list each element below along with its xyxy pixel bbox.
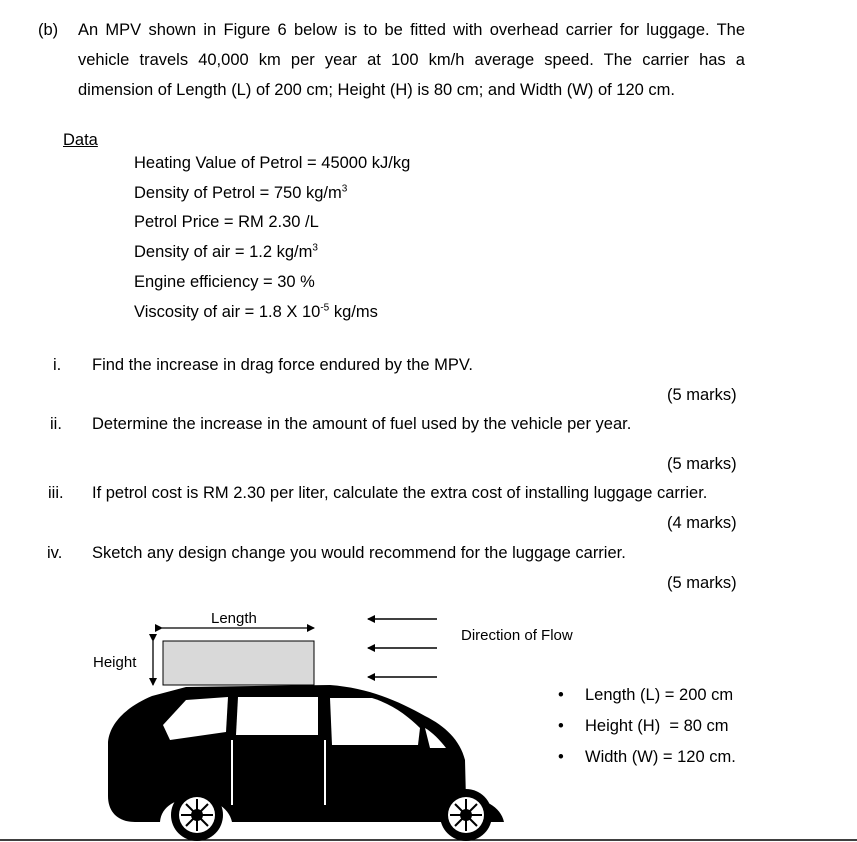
bullet-icon: • bbox=[558, 748, 564, 766]
intro-line-3: dimension of Length (L) of 200 cm; Height (H) is 80 cm; and Width (W) of 120 cm. bbox=[78, 81, 675, 99]
subq-3-text: If petrol cost is RM 2.30 per liter, calculate the extra cost of installing luggage carrier. bbox=[92, 484, 708, 502]
spec-length-text: Length (L) = 200 cm bbox=[585, 686, 734, 704]
subq-1-number: i. bbox=[53, 356, 62, 374]
density-air-sup: 3 bbox=[312, 242, 318, 254]
spec-width bbox=[558, 748, 736, 767]
spec-length bbox=[558, 686, 733, 705]
data-petrol-price: Petrol Price = RM 2.30 /L bbox=[134, 213, 319, 231]
subq-1-marks: (5 marks) bbox=[667, 386, 737, 404]
spec-height bbox=[558, 717, 729, 736]
bullet-icon: • bbox=[558, 717, 564, 735]
subq-2-text: Determine the increase in the amount of fuel used by the vehicle per year. bbox=[92, 415, 632, 433]
viscosity-sup: -5 bbox=[320, 302, 330, 314]
data-heating-value: Heating Value of Petrol = 45000 kJ/kg bbox=[134, 154, 411, 172]
density-petrol-sup: 3 bbox=[341, 183, 348, 195]
data-heading: Data bbox=[63, 131, 98, 149]
intro-line-1: An MPV shown in Figure 6 below is to be fitted with overhead carrier for luggage. The bbox=[78, 21, 745, 39]
bullet-icon: • bbox=[558, 686, 564, 704]
viscosity-text: Viscosity of air = 1.8 X 10 bbox=[134, 303, 321, 321]
data-efficiency: Engine efficiency = 30 % bbox=[134, 273, 315, 291]
spec-height-text: Height (H) = 80 cm bbox=[585, 717, 729, 735]
density-air-text: Density of air = 1.2 kg/m bbox=[134, 243, 313, 261]
subq-4-marks: (5 marks) bbox=[667, 574, 737, 592]
subq-1-text: Find the increase in drag force endured by the MPV. bbox=[92, 356, 473, 374]
question-label: (b) bbox=[38, 21, 59, 39]
subq-4-number: iv. bbox=[47, 544, 63, 562]
intro-line-2: vehicle travels 40,000 km per year at 100 km/h average speed. The carrier has a bbox=[78, 51, 745, 69]
subq-2-marks: (5 marks) bbox=[667, 455, 737, 473]
luggage-carrier bbox=[163, 641, 314, 685]
viscosity-unit: kg/ms bbox=[329, 303, 378, 321]
subq-4-text: Sketch any design change you would recommend for the luggage carrier. bbox=[92, 544, 626, 562]
height-label: Height bbox=[93, 654, 137, 671]
subq-2-number: ii. bbox=[50, 415, 62, 433]
density-petrol-text: Density of Petrol = 750 kg/m bbox=[134, 184, 342, 202]
spec-width-text: Width (W) = 120 cm. bbox=[585, 748, 736, 766]
mpv-car bbox=[108, 685, 504, 841]
subq-3-number: iii. bbox=[48, 484, 64, 502]
flow-label: Direction of Flow bbox=[461, 627, 573, 644]
length-label: Length bbox=[211, 610, 257, 627]
subq-3-marks: (4 marks) bbox=[667, 514, 737, 532]
